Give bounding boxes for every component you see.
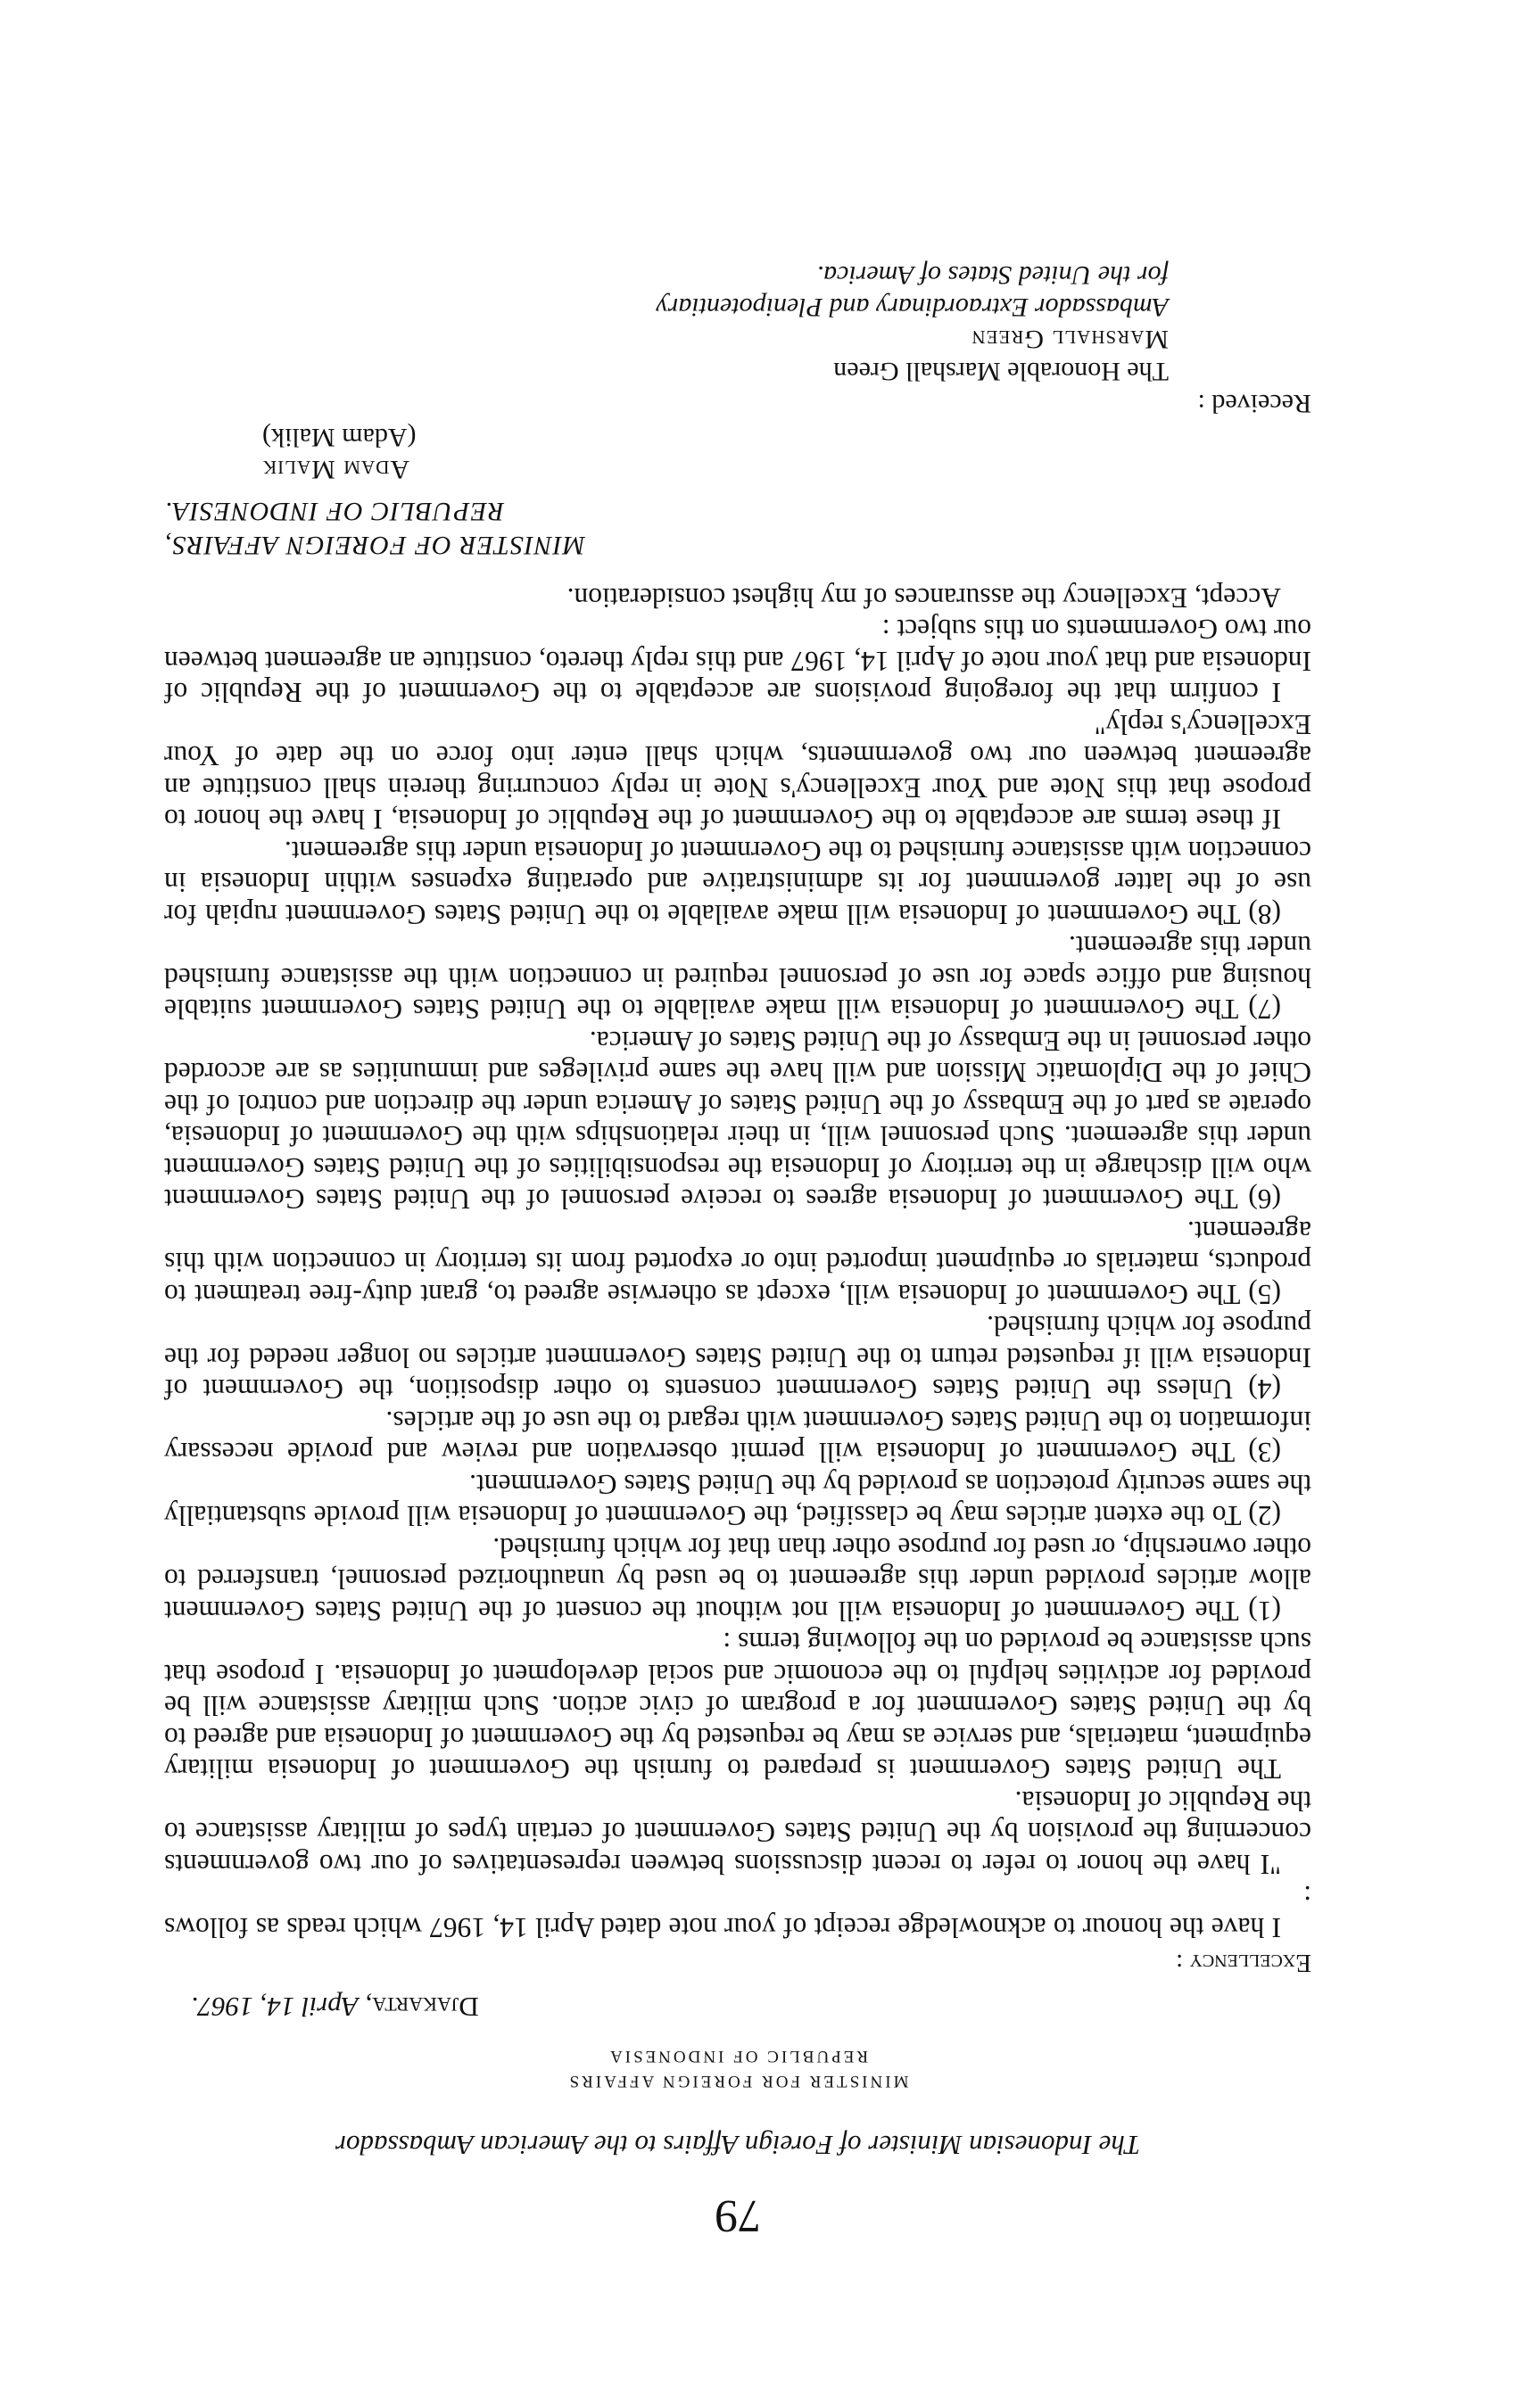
- ministry-line: MINISTER OF FOREIGN AFFAIRS,: [164, 531, 585, 561]
- term-paragraph: (2) To the extent articles may be classified, the Government of Indonesia will provide substantially the same security protection as provided by the United States Government.: [164, 1469, 1311, 1532]
- term-paragraph: (6) The Government of Indonesia agrees to receive personnel of the United States Government who will discharge in the territory of Indonesia the responsibilities of the United States Government under this agreement. Such personnel will, in their relationships with the Government of Indonesia, operate as part of the Embassy of the United States of America under the direction and control of the Chief of the Diplomatic Mission and will have the same privileges and immunities as are accorded other personnel in the Embassy of the United States of America.: [164, 1026, 1311, 1216]
- sender-header: [164, 2043, 1311, 2093]
- dateline-date: April 14, 1967.: [191, 1992, 359, 2023]
- body-paragraph: I confirm that the foregoing provisions are acceptable to the Government of the Republic of Indonesia and that your note of April 14, 1967 and this reply thereto, constitute an agreement between our two Governments on this subject :: [164, 614, 1311, 709]
- term-paragraph: (3) The Government of Indonesia will permit observation and review and provide necessary information to the United States Government with regard to the use of the articles.: [164, 1406, 1311, 1469]
- signer-name: Adam Malik: [262, 455, 409, 485]
- sender-line: REPUBLIC OF INDONESIA: [607, 2047, 869, 2066]
- ministry-title: [164, 495, 1311, 563]
- page-number: 79: [715, 2190, 761, 2241]
- body-paragraph: I have the honour to acknowledge receipt of your note dated April 14, 1967 which reads as follows :: [164, 1880, 1311, 1943]
- recipient-line: The Honorable Marshall Green: [833, 357, 1169, 387]
- term-paragraph: (7) The Government of Indonesia will make available to the United States Government suitable housing and office space for use of personnel required in connection with the assistance furnished under this agreement.: [164, 930, 1311, 1026]
- dateline-place: Djakarta,: [365, 1992, 479, 2023]
- letter-heading: The Indonesian Minister of Foreign Affairs to the American Ambassador: [335, 2130, 1141, 2161]
- closing-paragraph: Accept, Excellency the assurances of my highest consideration.: [566, 582, 1281, 614]
- body-paragraph: The United States Government is prepared to furnish the Government of Indonesia military equipment, materials, and service as may be requested by the Government of Indonesia and agreed to by the United States Government for a program of civic action. Such military assistance will be provided for activities helpful to the economic and social development of Indonesia. I propose that such assistance be provided on the following terms :: [164, 1627, 1311, 1785]
- salutation: Excellency :: [1176, 1949, 1311, 1977]
- sender-line: MINISTER FOR FOREIGN AFFAIRS: [566, 2072, 909, 2091]
- term-paragraph: (4) Unless the United States Government consents to other disposition, the Government of Indonesia will if requested return to the United States Government articles no longer needed for the purpose for which furnished.: [164, 1310, 1311, 1406]
- body-paragraph: "I have the honor to refer to recent discussions between representatives of our two governments concerning the provision by the United States Government of certain types of military assistance to the Republic of Indonesia.: [164, 1785, 1311, 1880]
- term-paragraph: (8) The Government of Indonesia will make available to the United States Government rupiah for use of the latter government for its administrative and operating expenses within Indonesia in connection with assistance furnished to the Government of Indonesia under this agreement.: [164, 836, 1311, 930]
- signer: [262, 422, 1311, 486]
- body-paragraph: If these terms are acceptable to the Government of the Republic of Indonesia, I have the honor to propose that this Note and Your Excellency's Note in reply concurring therein shall constitute an agreement between our two governments, which shall enter into force on the date of Your Excellency's reply": [164, 709, 1311, 836]
- ministry-line: REPUBLIC OF INDONESIA.: [164, 497, 505, 527]
- received-label: Received :: [1197, 389, 1311, 419]
- recipient-line: for the United States of America.: [816, 260, 1169, 291]
- text-column: [164, 260, 1311, 2243]
- term-paragraph: (1) The Government of Indonesia will not without the consent of the United States Government allow articles provided under this agreement to be used by unauthorized personnel, transferred to other ownership, or used for purpose other than that for which furnished.: [164, 1532, 1311, 1627]
- term-paragraph: (5) The Government of Indonesia will, except as otherwise agreed to, grant duty-free treatment to products, materials or equipment imported into or exported from its territory in connection with this agreement.: [164, 1216, 1311, 1310]
- dateline: [191, 1990, 1311, 2024]
- recipient-line: Ambassador Extraordinary and Plenipotentiary: [656, 293, 1169, 323]
- signature-block: [164, 422, 1311, 563]
- signer-signature: (Adam Malik): [262, 423, 417, 453]
- recipient-block: [164, 260, 1169, 388]
- recipient-line: Marshall Green: [971, 325, 1169, 355]
- letter-body: [164, 582, 1311, 1944]
